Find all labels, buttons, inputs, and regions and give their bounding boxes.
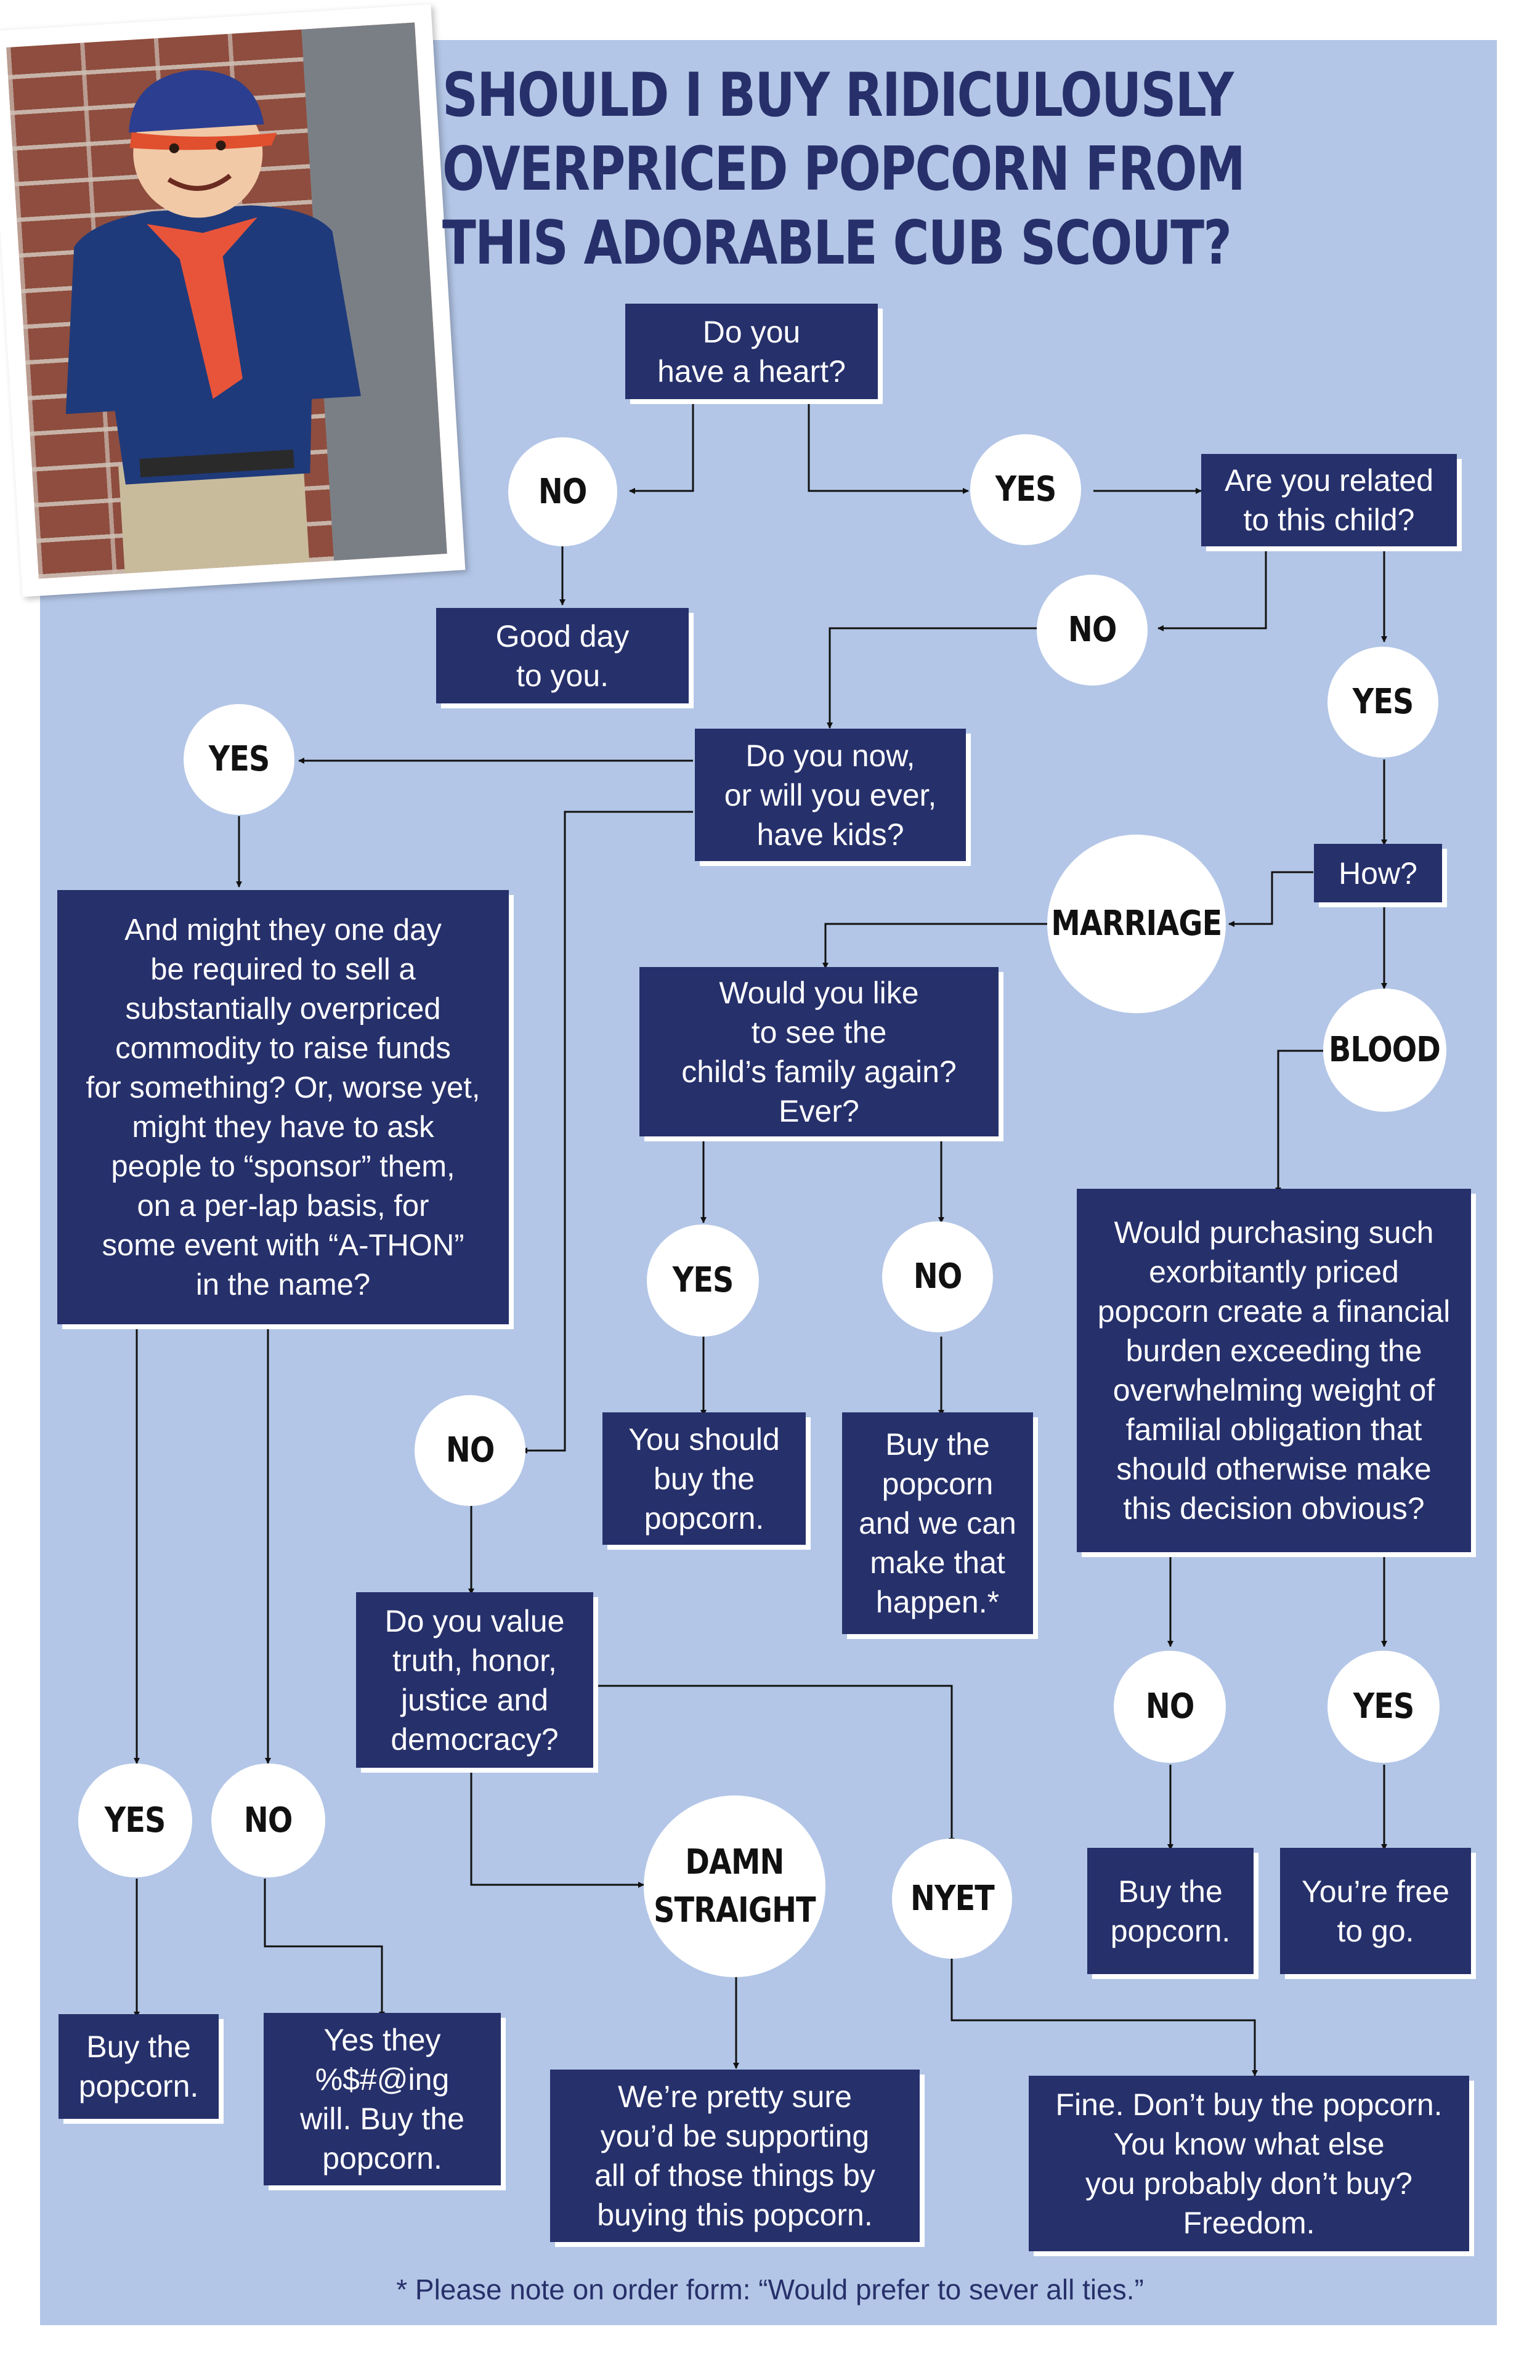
box-q-heart: Do you have a heart? — [625, 304, 878, 399]
edge-blood-burden — [1278, 1051, 1331, 1193]
circle-marriage — [1047, 835, 1226, 1013]
box-buy-burden-no: Buy the popcorn. — [1087, 1848, 1254, 1974]
circle-yes-heart-label: YES — [995, 469, 1056, 509]
circle-no-family — [882, 1221, 993, 1332]
box-pretty-sure: We’re pretty sure you’d be supporting all of those things by buying this popcorn. — [550, 2070, 920, 2242]
circle-no-family-label: NO — [913, 1257, 962, 1297]
circle-blood-label: BLOOD — [1329, 1030, 1441, 1070]
circle-no-heart-label: NO — [538, 471, 587, 512]
circle-yes-family — [647, 1224, 759, 1337]
circle-damn-straight-label: DAMN STRAIGHT — [654, 1842, 816, 1930]
circle-no-sell — [211, 1763, 325, 1877]
circle-yes-sell — [78, 1763, 192, 1877]
edge-marriage-family — [825, 924, 1052, 968]
edge-no-kids — [830, 628, 1045, 728]
circle-blood — [1323, 989, 1446, 1112]
box-good-day: Good day to you. — [436, 608, 689, 703]
cub-scout-illustration — [6, 23, 447, 579]
circle-no-kids-label: NO — [445, 1430, 495, 1470]
box-q-how: How? — [1314, 844, 1442, 902]
circle-no-burden — [1114, 1651, 1226, 1763]
circle-yes-kids — [184, 704, 294, 815]
circle-yes-sell-label: YES — [105, 1800, 166, 1840]
box-freedom: Fine. Don’t buy the popcorn. You know what else you probably don’t buy? Freedom. — [1029, 2076, 1469, 2251]
box-q-truth: Do you value truth, honor, justice and democracy? — [356, 1592, 593, 1768]
edge-related-no — [1158, 546, 1266, 628]
box-q-burden: Would purchasing such exorbitantly priced popcorn create a financial burden exceeding the overwhelming weight of familial obligation that should otherwise make this decision obvious? — [1077, 1189, 1471, 1552]
box-should-buy: You should buy the popcorn. — [602, 1412, 806, 1545]
box-q-kids: Do you now, or will you ever, have kids? — [695, 729, 966, 861]
circle-marriage-label: MARRIAGE — [1051, 904, 1222, 944]
edge-how-marriage — [1229, 872, 1313, 924]
title-line-3: THIS ADORABLE CUB SCOUT? — [442, 208, 1231, 278]
box-free-to-go: You’re free to go. — [1280, 1848, 1471, 1974]
edge-heart-yes — [809, 402, 968, 491]
circle-no-burden-label: NO — [1145, 1686, 1194, 1726]
circle-yes-heart — [970, 434, 1081, 545]
footnote: * Please note on order form: “Would prefer to sever all ties.” — [396, 2273, 1144, 2305]
edge-nosell-yesthey — [265, 1879, 382, 2017]
box-q-related: Are you related to this child? — [1201, 454, 1457, 546]
box-yes-they-will: Yes they %$#@ing will. Buy the popcorn. — [264, 2013, 501, 2185]
page-title — [442, 59, 1245, 280]
circle-yes-kids-label: YES — [208, 739, 270, 779]
circle-nyet-label: NYET — [910, 1878, 994, 1919]
photo-frame — [0, 4, 465, 597]
circle-yes-related — [1327, 647, 1438, 758]
circle-yes-family-label: YES — [672, 1260, 734, 1300]
box-buy-happen: Buy the popcorn and we can make that happen.* — [842, 1412, 1033, 1634]
circle-yes-burden-label: YES — [1353, 1686, 1414, 1726]
title-line-1: SHOULD I BUY RIDICULOUSLY — [442, 60, 1233, 131]
edge-truth-damn — [471, 1773, 644, 1885]
circle-no-sell-label: NO — [244, 1800, 293, 1840]
box-q-family: Would you like to see the child’s family again? Ever? — [639, 967, 999, 1136]
circle-nyet — [892, 1839, 1012, 1959]
circle-yes-burden — [1327, 1651, 1440, 1763]
title-line-2: OVERPRICED POPCORN FROM — [442, 134, 1245, 204]
circle-yes-related-label: YES — [1352, 682, 1414, 722]
edge-heart-no — [630, 402, 693, 491]
circle-no-related-label: NO — [1068, 610, 1117, 650]
circle-no-related — [1037, 575, 1148, 686]
circle-damn-straight — [644, 1795, 825, 1977]
circle-no-heart — [508, 437, 617, 546]
circle-no-kids — [415, 1395, 525, 1506]
cub-scout-photo — [6, 23, 447, 579]
box-q-sell: And might they one day be required to sell a substantially overpriced commodity to raise funds for something? Or, worse yet, might they have to ask people to “sponsor” them, on a per-lap basis, for some event with “A-THON” in the name? — [57, 890, 509, 1324]
box-buy-sell-yes: Buy the popcorn. — [59, 2014, 219, 2119]
